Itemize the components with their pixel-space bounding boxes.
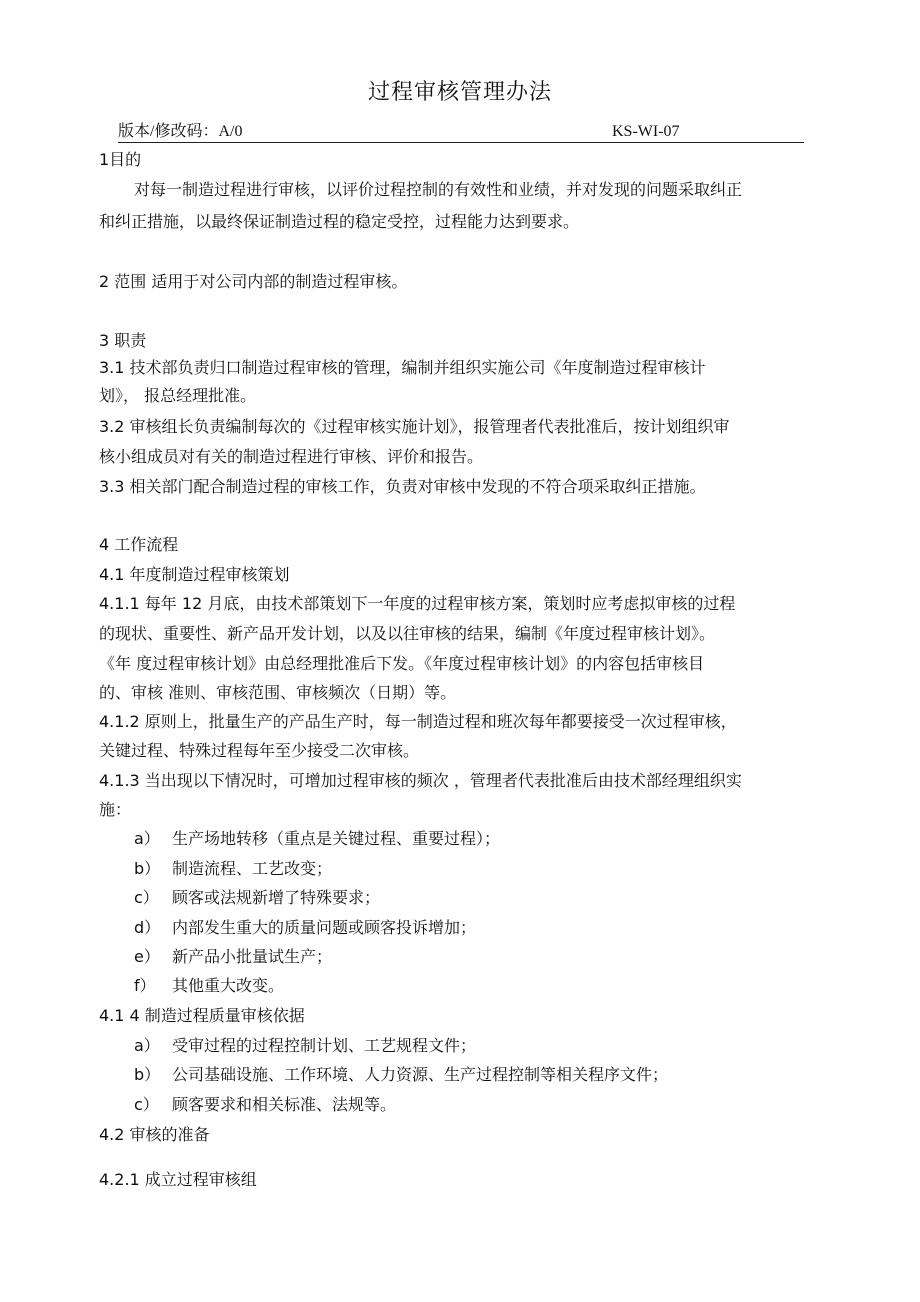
section-4-heading: 4 工作流程 [99,535,179,554]
header-rule [118,142,804,143]
section-4-1-2-line-2: 关键过程、特殊过程每年至少接受二次审核。 [99,741,420,760]
list-item-marker: b） [134,1065,161,1084]
section-3-1-line-2: 划》， 报总经理批准。 [99,386,257,405]
list-item-marker: d） [134,918,161,937]
section-4-2-heading: 4.2 审核的准备 [99,1125,210,1144]
list-item-marker: f） [134,976,156,995]
section-4-1-1-line-4: 的、审核 准则、审核范围、审核频次（日期）等。 [99,683,457,702]
section-4-2-1-heading: 4.2.1 成立过程审核组 [99,1170,257,1189]
section-2-scope: 2 范围 适用于对公司内部的制造过程审核。 [99,272,408,291]
list-item-marker: c） [134,1095,159,1114]
section-4-1-3-line-1: 4.1.3 当出现以下情况时，可增加过程审核的频次 ，管理者代表批准后由技术部经理组织实 [99,771,742,790]
list-item-marker: a） [134,1036,160,1055]
list-item-marker: a） [134,829,160,848]
list-item-text: 顾客或法规新增了特殊要求； [172,888,381,907]
list-item-text: 内部发生重大的质量问题或顾客投诉增加； [172,918,477,937]
section-3-3: 3.3 相关部门配合制造过程的审核工作，负责对审核中发现的不符合项采取纠正措施。 [99,477,706,496]
section-4-1-heading: 4.1 年度制造过程审核策划 [99,565,290,584]
section-4-1-1-line-1: 4.1.1 每年 12 月底，由技术部策划下一年度的过程审核方案，策划时应考虑拟审核的过程 [99,594,736,613]
document-number: KS-WI-07 [612,123,680,140]
document-title: 过程审核管理办法 [367,80,552,105]
section-3-heading: 3 职责 [99,331,147,350]
section-3-2-line-2: 核小组成员对有关的制造过程进行审核、评价和报告。 [99,447,484,466]
section-1-para-line-1: 对每一制造过程进行审核，以评价过程控制的有效性和业绩，并对发现的问题采取纠正 [134,180,743,199]
list-item-text: 新产品小批量试生产； [172,947,333,966]
version-code: 版本/修改码：A/0 [118,123,243,140]
list-item-text: 公司基础设施、工作环境、人力资源、生产过程控制等相关程序文件； [172,1065,669,1084]
list-item-marker: e） [134,947,160,966]
section-3-1-line-1: 3.1 技术部负责归口制造过程审核的管理，编制并组织实施公司《年度制造过程审核计 [99,358,706,377]
section-4-1-1-line-2: 的现状、重要性、新产品开发计划，以及以往审核的结果，编制《年度过程审核计划》。 [99,624,716,643]
section-4-1-1-line-3: 《年 度过程审核计划》由总经理批准后下发。《年度过程审核计划》的内容包括审核目 [99,654,705,673]
list-item-text: 生产场地转移（重点是关键过程、重要过程）； [172,829,501,848]
section-3-2-line-1: 3.2 审核组长负责编制每次的《过程审核实施计划》，报管理者代表批准后，按计划组织审 [99,417,730,436]
section-1-para-line-2: 和纠正措施，以最终保证制造过程的稳定受控，过程能力达到要求。 [99,212,580,231]
section-4-1-2-line-1: 4.1.2 原则上，批量生产的产品生产时，每一制造过程和班次每年都要接受一次过程审核， [99,712,737,731]
list-item-marker: b） [134,859,161,878]
list-item-text: 顾客要求和相关标准、法规等。 [172,1095,397,1114]
list-item-marker: c） [134,888,159,907]
section-1-heading: 1目的 [99,150,142,169]
list-item-text: 受审过程的过程控制计划、工艺规程文件； [172,1036,477,1055]
list-item-text: 其他重大改变。 [172,976,285,995]
section-4-1-4-heading: 4.1 4 制造过程质量审核依据 [99,1006,305,1025]
list-item-text: 制造流程、工艺改变； [172,859,333,878]
section-4-1-3-line-2: 施： [99,800,132,819]
